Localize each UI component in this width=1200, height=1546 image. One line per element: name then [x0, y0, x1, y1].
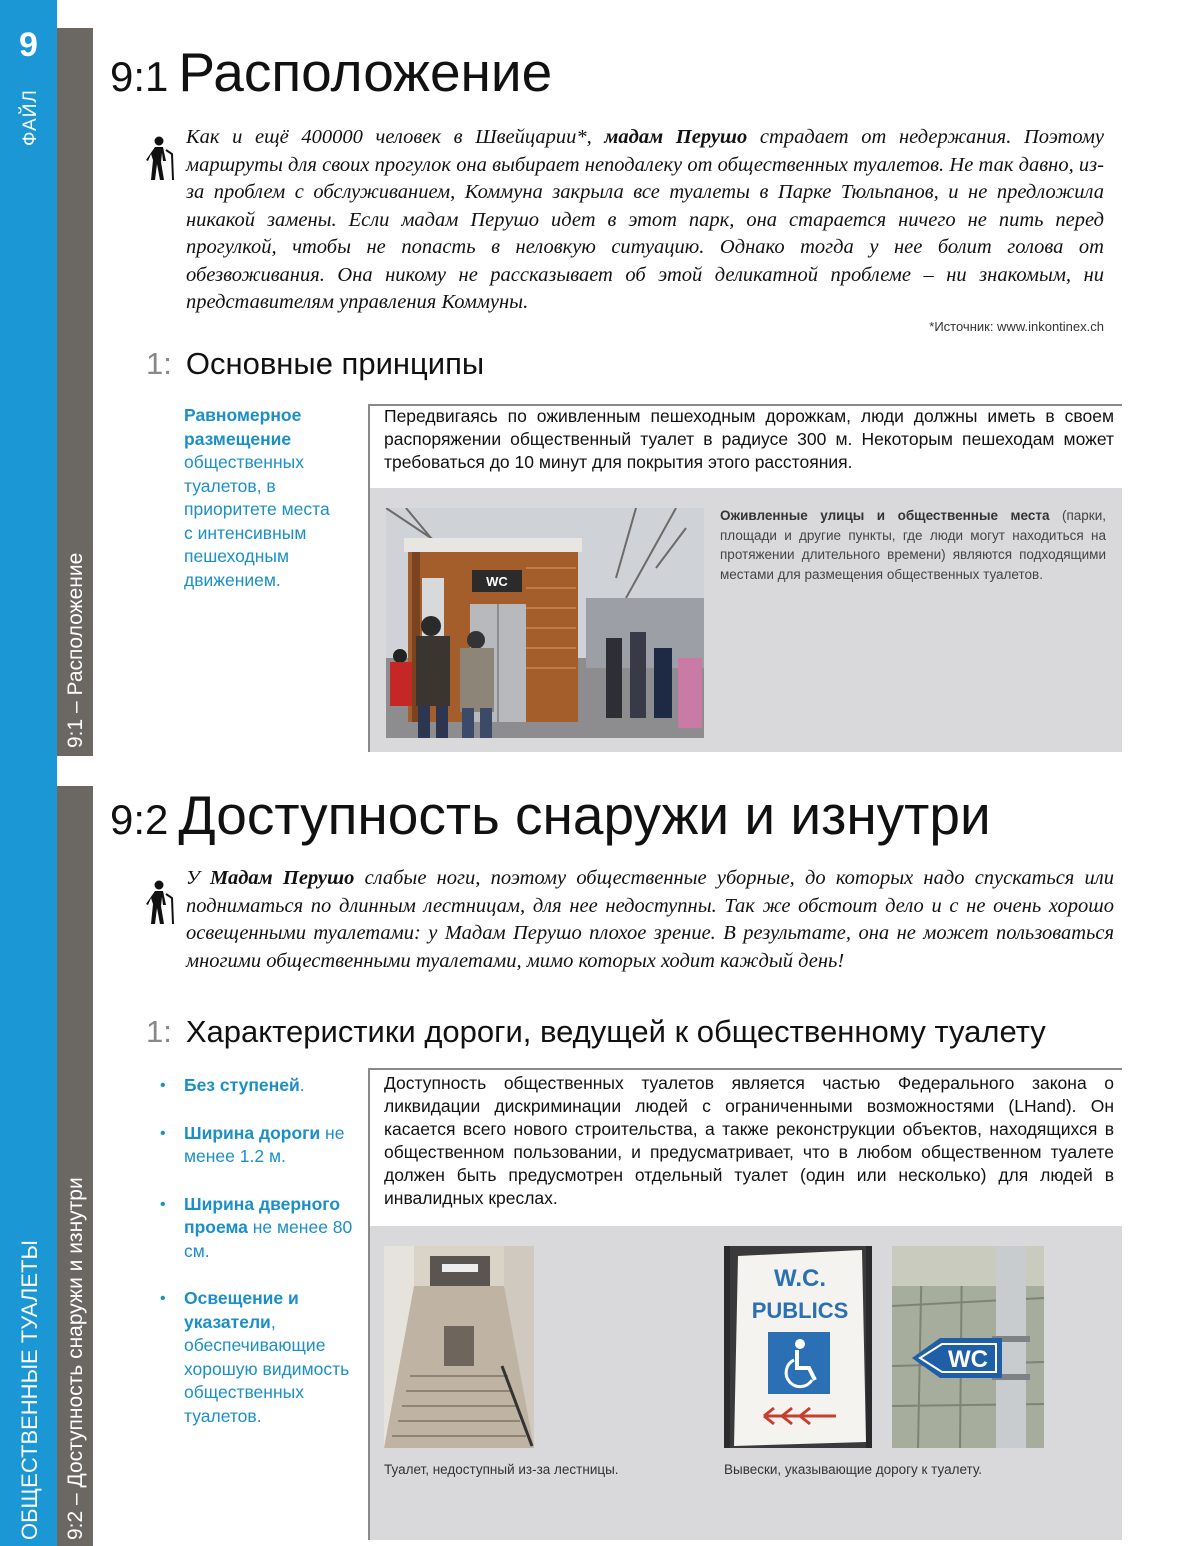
bullet-strong: Без ступеней — [184, 1075, 300, 1095]
caption-strong: Оживленные улицы и общественные места — [720, 508, 1050, 523]
photo-caption-1 — [720, 506, 1106, 584]
file-label: ФАЙЛ — [20, 89, 41, 146]
info-box-text: Доступность общественных туалетов является частью Федерального закона о ликвидации дискриминации людей с ограниченными возможностями (LHand). Он касается всего нового строительства, а также реконструкции объектов, находящихся в общественном пользовании, и предусматривает, что в любом общественном туалете должен быть предусмотрен отдельный туалет (один или несколько) для людей в инвалидных креслах. — [384, 1073, 1114, 1208]
bullet-strong: Ширина дверного проема — [184, 1193, 341, 1237]
caption-rest: (парки, площади и другие пункты, где люди могут находиться на протяжении длительного времени) являются подходящими местами для размещения общественных туалетов. — [720, 508, 1106, 582]
wc-sign-text: WC — [486, 574, 508, 589]
subsection2-heading — [146, 1014, 1046, 1050]
section2-title: Доступность снаружи и изнутри — [178, 784, 991, 846]
walking-person-with-cane-icon — [146, 880, 180, 926]
section2-heading — [110, 783, 991, 847]
info-box-2 — [368, 1068, 1122, 1540]
subsection1-heading — [146, 346, 484, 382]
section1-heading — [110, 40, 552, 104]
story-text: Как и ещё 400000 человек в Швейцарии*, — [186, 126, 605, 148]
subsection-number: 1: — [146, 1014, 172, 1049]
list-item — [160, 1287, 360, 1428]
note-rest: общественных туалетов, в приоритете места с интенсивным пешеходным движением. — [184, 452, 330, 590]
list-item — [160, 1122, 360, 1169]
list-item — [160, 1193, 360, 1264]
section1-story — [186, 124, 1104, 317]
public-toilet-photo — [386, 508, 704, 738]
bullet-rest: . — [299, 1075, 305, 1095]
sign-line1: W.C. — [774, 1265, 826, 1292]
stairs-photo — [384, 1246, 534, 1448]
section1-number: 9:1 — [110, 53, 169, 100]
wc-arrow-sign-photo — [892, 1246, 1044, 1448]
list-item — [160, 1074, 360, 1098]
sidebar-main-label: ОБЩЕСТВЕННЫЕ ТУАЛЕТЫ — [17, 1240, 42, 1540]
bullet-strong: Ширина дороги — [184, 1122, 321, 1143]
walking-person-with-cane-icon — [146, 136, 180, 182]
source-note: *Источник: www.inkontinex.ch — [929, 319, 1104, 334]
section2-number: 9:2 — [110, 796, 169, 843]
file-number: 9 — [19, 26, 38, 64]
story-text: слабые ноги, поэтому общественные уборные, до которых надо спускаться или подниматься по длинным лестницам, для нее недоступны. Так же обстоит дело и с не очень хорошо освещенными туалетами: у Мадам Перушо плохое зрение. В результате, она не может пользоваться многими общественными туалетами, мимо которых ходит каждый день! — [186, 867, 1115, 972]
sidebar-section2-label: 9:2 – Доступность снаружи и изнутри — [64, 1177, 87, 1540]
wc-publics-sign-photo — [724, 1246, 872, 1448]
info-box-text: Передвигаясь по оживленным пешеходным дорожкам, люди должны иметь в своем распоряжении общественный туалет в радиусе 300 м. Некоторым пешеходам может требоваться до 10 минут для покрытия этого расстояния. — [384, 406, 1114, 472]
wc-arrow-sign-text: WC — [948, 1346, 988, 1373]
subsection-title: Характеристики дороги, ведущей к общественному туалету — [185, 1014, 1046, 1049]
note-strong: Равномерное размещение — [184, 405, 302, 449]
subsection-number: 1: — [146, 346, 172, 381]
bullet-rest: , обеспечивающие хорошую видимость общественных туалетов. — [184, 1311, 350, 1426]
subsection-title: Основные принципы — [185, 346, 485, 381]
bullet-rest: не менее 1.2 м. — [184, 1122, 345, 1166]
sign-line2: PUBLICS — [751, 1298, 849, 1323]
story-text: страдает от недержания. Поэтому маршруты для своих прогулок она выбирает неподалеку от общественных туалетов. Не так давно, из-за проблем с обслуживанием, Коммуна закрыла все туалеты в Парке Тюльпанов, и не предложила никакой замены. Если мадам Перушо идет в этот парк, она старается ничего не пить перед прогулкой, чтобы не попасть в неловкую ситуацию. Однако тогда у нее болит голова от обезвоживания. Она никому не рассказывает об этой деликатной проблеме – ни знакомым, ни представителям управления Коммуны. — [186, 126, 1105, 313]
requirements-list — [160, 1074, 360, 1452]
bullet-rest: не менее 80 см. — [184, 1217, 353, 1261]
photo-panel — [370, 1226, 1122, 1540]
story-text: У — [186, 867, 211, 889]
character-name: Мадам Перушо — [210, 867, 355, 889]
info-box-1 — [368, 404, 1122, 752]
caption-signs: Вывески, указывающие дорогу к туалету. — [724, 1462, 983, 1477]
character-name: мадам Перушо — [604, 126, 748, 148]
photo-panel — [370, 488, 1122, 752]
sidebar-section1-label: 9:1 – Расположение — [64, 552, 87, 748]
caption-stairs: Туалет, недоступный из-за лестницы. — [384, 1462, 619, 1477]
section1-title: Расположение — [178, 41, 553, 103]
section2-story — [186, 865, 1114, 975]
principle-note — [184, 404, 334, 592]
bullet-strong: Освещение и указатели — [184, 1288, 299, 1332]
